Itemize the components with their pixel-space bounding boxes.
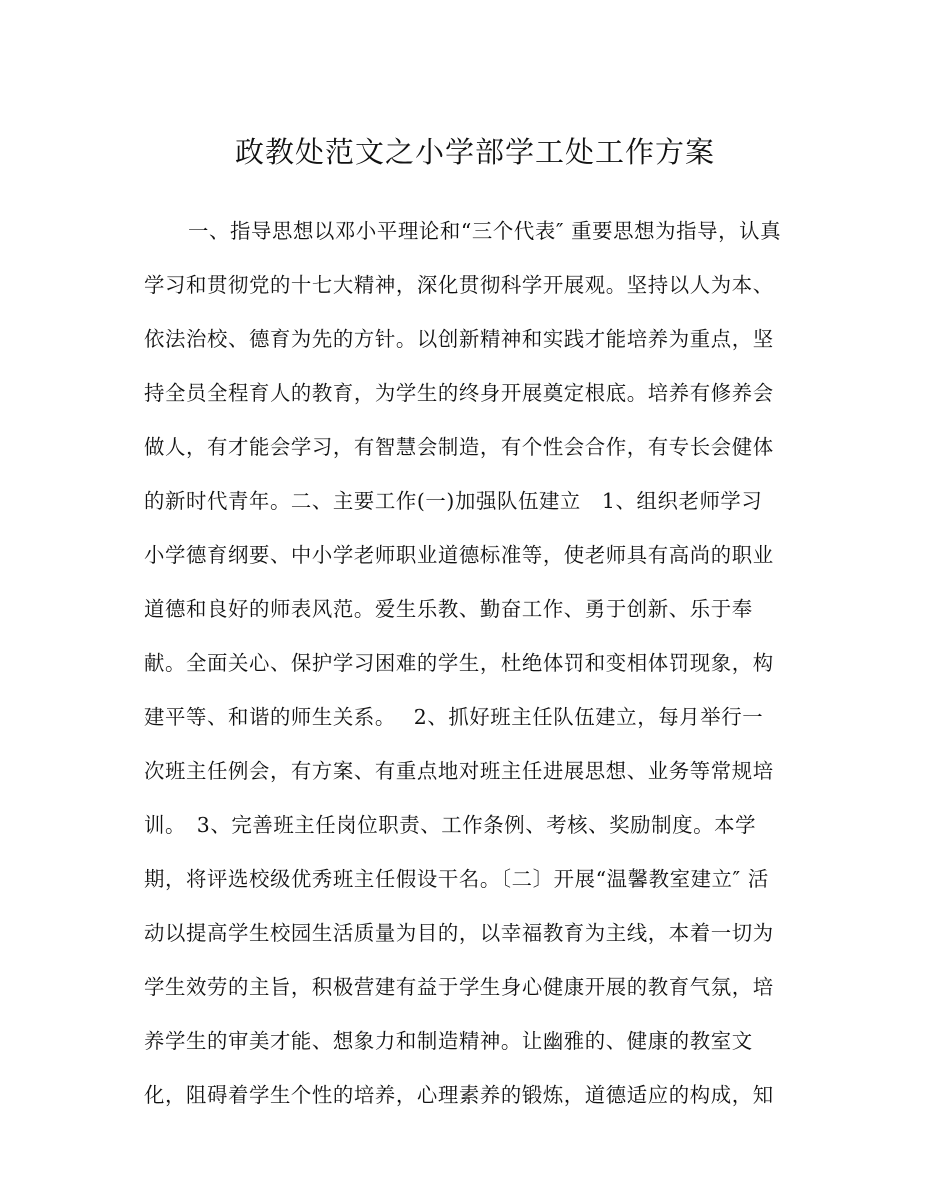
body-line: 养学生的审美才能、想象力和制造精神。让幽雅的、健康的教室文 <box>144 1029 753 1053</box>
body-line: 化，阻碍着学生个性的培养，心理素养的锻炼，道德适应的构成，知 <box>144 1083 774 1107</box>
body-line: 一、指导思想以邓小平理论和“三个代表″ 重要思想为指导，认真 <box>188 219 782 243</box>
body-line: 次班主任例会，有方案、有重点地对班主任进展思想、业务等常规培 <box>144 759 774 783</box>
body-line: 建平等、和谐的师生关系。 2、抓好班主任队伍建立，每月举行一 <box>144 705 764 729</box>
body-line: 的新时代青年。二、主要工作(一)加强队伍建立 1、组织老师学习 <box>144 489 763 513</box>
document-title: 政教处范文之小学部学工处工作方案 <box>234 135 715 169</box>
body-line: 训。 3、完善班主任岗位职责、工作条例、考核、奖励制度。本学 <box>144 813 757 837</box>
body-line: 学习和贯彻党的十七大精神，深化贯彻科学开展观。坚持以人为本、 <box>144 273 774 297</box>
body-line: 献。全面关心、保护学习困难的学生，杜绝体罚和变相体罚现象，构 <box>144 651 774 675</box>
body-line: 依法治校、德育为先的方针。以创新精神和实践才能培养为重点，坚 <box>144 327 774 351</box>
body-line: 做人，有才能会学习，有智慧会制造，有个性会合作，有专长会健体 <box>144 435 774 459</box>
body-line: 期，将评选校级优秀班主任假设干名。〔二〕开展“温馨教室建立″ 活 <box>144 867 769 891</box>
body-line: 学生效劳的主旨，积极营建有益于学生身心健康开展的教育气氛，培 <box>144 975 774 999</box>
body-line: 动以提高学生校园生活质量为目的，以幸福教育为主线，本着一切为 <box>144 921 774 945</box>
body-line: 小学德育纲要、中小学老师职业道德标准等，使老师具有高尚的职业 <box>144 543 774 567</box>
body-line: 持全员全程育人的教育，为学生的终身开展奠定根底。培养有修养会 <box>144 381 774 405</box>
body-line: 道德和良好的师表风范。爱生乐教、勤奋工作、勇于创新、乐于奉 <box>144 597 753 621</box>
